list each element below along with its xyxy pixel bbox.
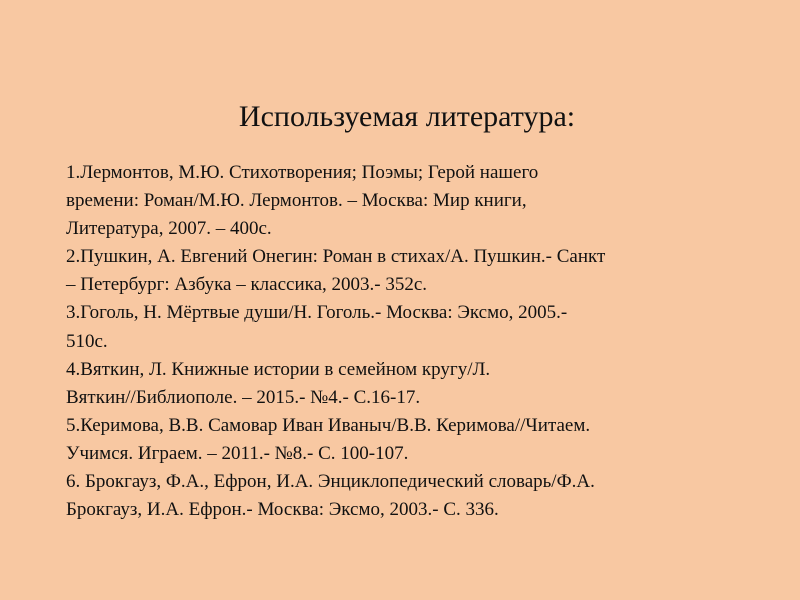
reference-line: времени: Роман/М.Ю. Лермонтов. – Москва: Мир книги, xyxy=(66,190,527,212)
reference-line: Брокгауз, И.А. Ефрон.- Москва: Эксмо, 2003.- С. 336. xyxy=(66,499,499,521)
reference-line: 3.Гоголь, Н. Мёртвые души/Н. Гоголь.- Москва: Эксмо, 2005.- xyxy=(66,302,568,324)
reference-line: 510с. xyxy=(66,330,108,352)
reference-line: 4.Вяткин, Л. Книжные истории в семейном кругу/Л. xyxy=(66,358,491,380)
reference-line: 1.Лермонтов, М.Ю. Стихотворения; Поэмы; Герой нашего xyxy=(66,162,539,183)
reference-list xyxy=(66,159,746,524)
reference-line: – Петербург: Азбука – классика, 2003.- 352с. xyxy=(66,274,428,296)
reference-line: Учимся. Играем. – 2011.- №8.- С. 100-107. xyxy=(66,442,409,464)
reference-line: Литература, 2007. – 400с. xyxy=(66,218,272,240)
reference-line: 6. Брокгауз, Ф.А., Ефрон, И.А. Энциклопедический словарь/Ф.А. xyxy=(66,471,595,493)
slide-title: Используемая литература: xyxy=(238,100,576,133)
reference-line: 2.Пушкин, А. Евгений Онегин: Роман в стихах/А. Пушкин.- Санкт xyxy=(66,246,606,268)
reference-line: Вяткин//Библиополе. – 2015.- №4.- С.16-17. xyxy=(66,386,421,408)
reference-line: 5.Керимова, В.В. Самовар Иван Иваныч/В.В. Керимова//Читаем. xyxy=(66,414,591,436)
